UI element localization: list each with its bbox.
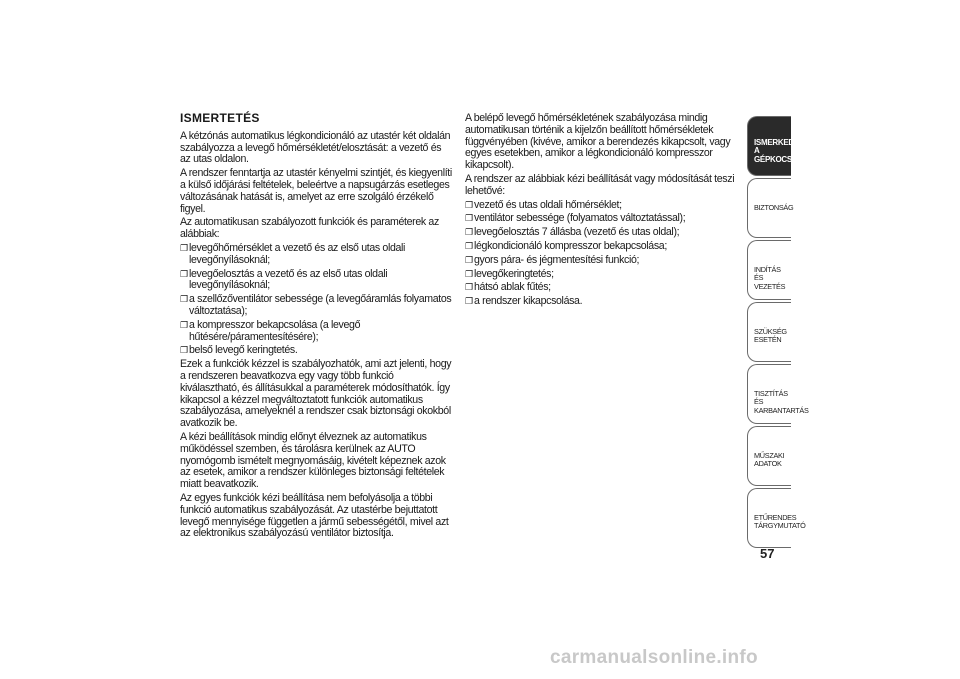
inlet-temperature-paragraph: A belépő levegő hőmérsékletének szabályozása mindig automatikusan történik a kijelzőn beállított hőmérsékletek függvényében (kivéve, amikor a berendezés kikapcsolt, vagy egyes esetekben, amikor a légkondicionáló kompresszor kikapcsolt). (465, 112, 731, 172)
tab-biztonsag[interactable]: BIZTONSÁG (747, 178, 791, 238)
checkbox-bullet-icon: ❐ (180, 319, 188, 330)
list-item: ❐ levegőelosztás a vezető és az első utas oldali levegőnyílásoknál; (180, 267, 388, 292)
checkbox-bullet-icon: ❐ (465, 282, 473, 293)
list-item: ❐ belső levegő keringtetés. (180, 344, 298, 357)
fan-paragraph: Az egyes funkciók kézi beállítása nem befolyásolja a többi funkció automatikus szabályozását. Az utastérbe bejuttatott levegő mennyisége független a jármű sebességétől, mivel azt az elektronikus szabályozású ventilátor biztosítja. (180, 491, 449, 540)
tab-ismerkedes[interactable]: ISMERKEDÉS A GÉPKOCSIVAL (747, 116, 791, 176)
auto-functions-intro: Az automatikusan szabályozott funkciók és paraméterek az alábbiak: (180, 216, 439, 241)
tab-targymutato[interactable]: ETŰRENDES TÁRGYMUTATÓ (747, 488, 791, 548)
list-item: ❐ gyors pára- és jégmentesítési funkció; (465, 253, 640, 266)
checkbox-bullet-icon: ❐ (465, 268, 473, 279)
list-item: ❐ a rendszer kikapcsolása. (465, 295, 583, 308)
checkbox-bullet-icon: ❐ (180, 345, 188, 356)
tab-muszaki-adatok[interactable]: MŰSZAKI ADATOK (747, 426, 791, 486)
checkbox-bullet-icon: ❐ (465, 213, 473, 224)
manual-priority-paragraph: A kézi beállítások mindig előnyt élveznek az automatikus működéssel szemben, és tárolásra kerülnek az AUTO nyomógomb ismételt megnyomásáig, kivételt képeznek azok az esetek, amikor a rendszer különleges biztonsági feltételek miatt beavatkozik. (180, 430, 446, 491)
list-item: ❐ ventilátor sebessége (folyamatos változtatással); (465, 212, 686, 225)
comfort-paragraph: A rendszer fenntartja az utastér kényelmi szintjét, és kiegyenlíti a külső időjárási feltételek, beleértve a napsugárzás esetleges változásának hatását is, amelyet az erre szolgáló érzékelő figyel. (180, 167, 452, 215)
intro-paragraph: A kétzónás automatikus légkondicionáló az utastér két oldalán szabályozza a levegő hőmérsékletét/elosztását: a vezető és az utas oldalon. (180, 129, 451, 166)
checkbox-bullet-icon: ❐ (465, 296, 473, 307)
tab-szukseg-eseten[interactable]: SZÜKSÉG ESETÉN (747, 302, 791, 362)
tab-inditas-es-vezetes[interactable]: INDÍTÁS ÉS VEZETÉS (747, 240, 791, 300)
list-item: ❐ levegőelosztás 7 állásba (vezető és utas oldal); (465, 226, 680, 239)
chapter-tabs (747, 116, 809, 550)
checkbox-bullet-icon: ❐ (465, 199, 473, 210)
list-item: ❐ légkondicionáló kompresszor bekapcsolása; (465, 239, 667, 252)
list-item: ❐ levegőhőmérséklet a vezető és az első utas oldali levegőnyílásoknál; (180, 241, 406, 266)
checkbox-bullet-icon: ❐ (465, 240, 473, 251)
watermark: carmanualsonline.info (550, 647, 758, 668)
checkbox-bullet-icon: ❐ (465, 254, 473, 265)
manual-settings-intro: A rendszer az alábbiak kézi beállítását vagy módosítását teszi lehetővé: (465, 172, 735, 197)
list-item: ❐ levegőkeringtetés; (465, 267, 554, 280)
tab-tisztitas-es-karbantartas[interactable]: TISZTÍTÁS ÉS KARBANTARTÁS (747, 364, 791, 424)
checkbox-bullet-icon: ❐ (180, 294, 188, 305)
checkbox-bullet-icon: ❐ (180, 268, 188, 279)
page-number: 57 (760, 546, 775, 561)
section-heading: ISMERTETÉS (180, 111, 260, 125)
checkbox-bullet-icon: ❐ (180, 242, 188, 253)
checkbox-bullet-icon: ❐ (465, 227, 473, 238)
list-item: ❐ a szellőzőventilátor sebessége (a levegőáramlás folyamatos változtatása); (180, 293, 452, 317)
list-item: ❐ hátsó ablak fűtés; (465, 281, 551, 294)
left-column (180, 113, 452, 542)
manual-control-paragraph: Ezek a funkciók kézzel is szabályozhatók, ami azt jelenti, hogy a rendszeren beavatkozva egy vagy több funkció kiválasztható, és állításukkal a paraméterek módosíthatók. Így kikapcsol a kézzel megváltoztatott funkciók automatikus szabályozása, amelyeknél a rendszer csak biztonsági okokból avatkozik be. (180, 358, 452, 430)
list-item: ❐ vezető és utas oldali hőmérséklet; (465, 198, 622, 211)
right-column (465, 113, 743, 310)
list-item: ❐ a kompresszor bekapcsolása (a levegő hűtésére/páramentesítésére); (180, 318, 361, 343)
